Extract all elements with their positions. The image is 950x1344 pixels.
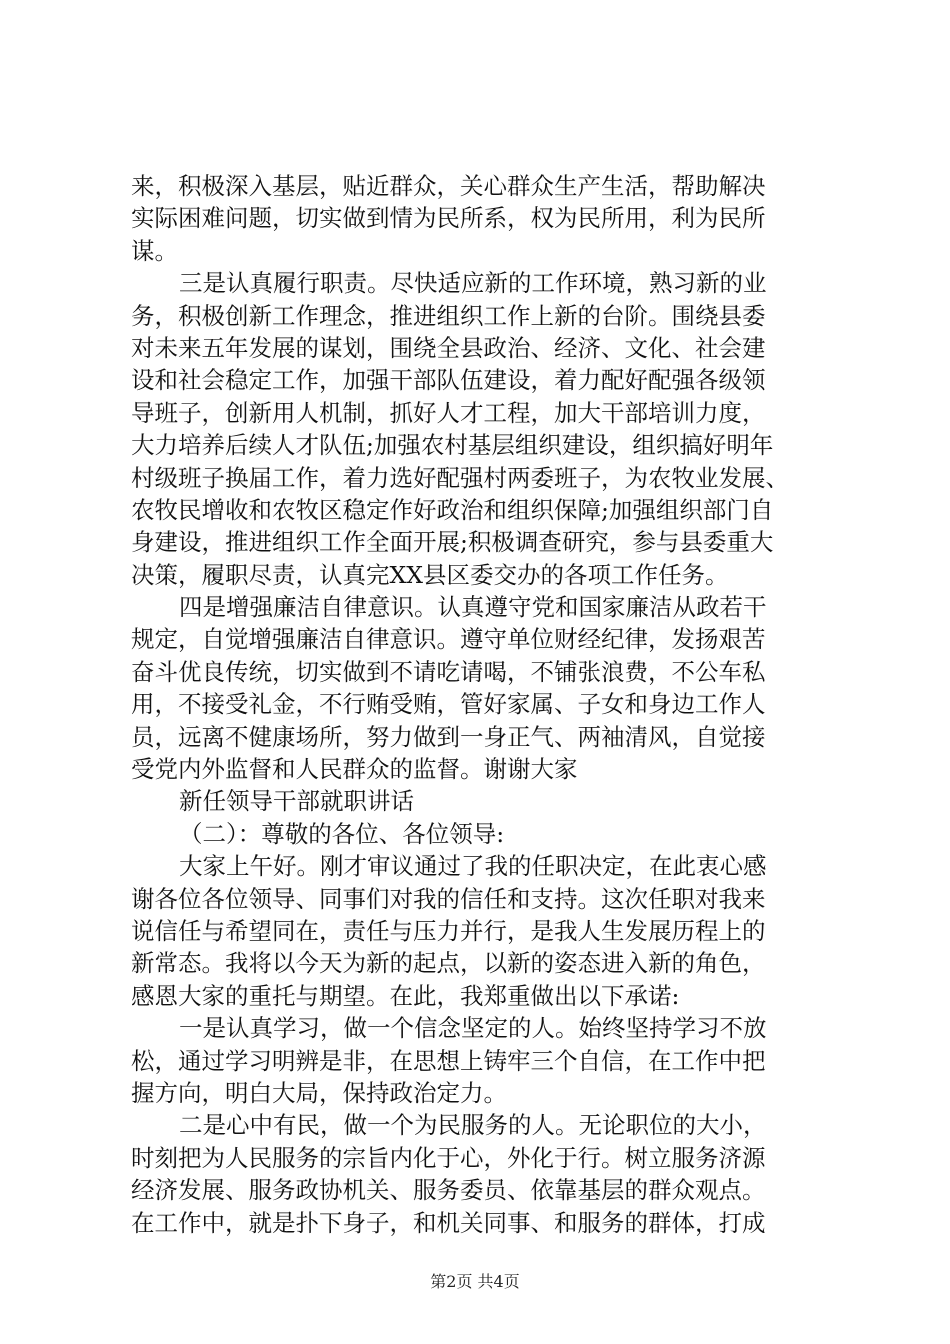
text-line: 务，积极创新工作理念，推进组织工作上新的台阶。围绕县委 — [131, 301, 766, 330]
text-line: 对未来五年发展的谋划，围绕全县政治、经济、文化、社会建 — [131, 333, 766, 362]
text-line: 四是增强廉洁自律意识。认真遵守党和国家廉洁从政若干 — [179, 593, 767, 622]
text-line: 受党内外监督和人民群众的监督。谢谢大家 — [131, 755, 578, 784]
text-line: 导班子，创新用人机制，抓好人才工程，加大干部培训力度， — [131, 398, 766, 427]
text-line: 三是认真履行职责。尽快适应新的工作环境，熟习新的业 — [179, 269, 767, 298]
text-line: 实际困难问题，切实做到情为民所系，权为民所用，利为民所 — [131, 204, 766, 233]
text-line: 经济发展、服务政协机关、服务委员、依靠基层的群众观点。 — [131, 1176, 766, 1205]
text-line: 用，不接受礼金，不行贿受贿，管好家属、子女和身边工作人 — [131, 690, 766, 719]
text-line: 二是心中有民，做一个为民服务的人。无论职位的大小， — [179, 1111, 767, 1140]
text-line: 奋斗优良传统，切实做到不请吃请喝，不铺张浪费，不公车私 — [131, 657, 766, 686]
text-line: 在工作中，就是扑下身子，和机关同事、和服务的群体，打成 — [131, 1208, 766, 1237]
text-line: 大家上午好。刚才审议通过了我的任职决定，在此衷心感 — [179, 852, 767, 881]
text-line: 决策，履职尽责，认真完XX县区委交办的各项工作任务。 — [131, 560, 729, 589]
text-line: 松，通过学习明辨是非，在思想上铸牢三个自信，在工作中把 — [131, 1046, 766, 1075]
text-line: 来，积极深入基层，贴近群众，关心群众生产生活，帮助解决 — [131, 172, 766, 200]
text-line: 握方向，明白大局，保持政治定力。 — [131, 1078, 507, 1107]
text-line: 农牧民增收和农牧区稳定作好政治和组织保障;加强组织部门自 — [131, 495, 774, 524]
text-line: 规定，自觉增强廉洁自律意识。遵守单位财经纪律，发扬艰苦 — [131, 625, 766, 654]
text-line: 谢各位各位领导、同事们对我的信任和支持。这次任职对我来 — [131, 884, 766, 913]
text-line: 村级班子换届工作，着力选好配强村两委班子，为农牧业发展、 — [131, 463, 789, 492]
text-line: 员，远离不健康场所，努力做到一身正气、两袖清风，自觉接 — [131, 722, 766, 751]
text-line: 新常态。我将以今天为新的起点，以新的姿态进入新的角色， — [131, 949, 766, 978]
text-line: （二）：尊敬的各位、各位领导: — [179, 819, 505, 848]
text-line: 说信任与希望同在，责任与压力并行，是我人生发展历程上的 — [131, 916, 766, 945]
text-line: 设和社会稳定工作，加强干部队伍建设，着力配好配强各级领 — [131, 366, 766, 395]
document-body — [131, 170, 831, 1239]
text-line: 身建设，推进组织工作全面开展;积极调查研究，参与县委重大 — [131, 528, 774, 557]
text-line: 感恩大家的重托与期望。在此，我郑重做出以下承诺: — [131, 981, 680, 1010]
text-line: 新任领导干部就职讲话 — [179, 787, 414, 816]
text-line: 一是认真学习，做一个信念坚定的人。始终坚持学习不放 — [179, 1014, 767, 1043]
text-line: 大力培养后续人才队伍;加强农村基层组织建设，组织搞好明年 — [131, 431, 774, 460]
text-line: 时刻把为人民服务的宗旨内化于心，外化于行。树立服务济源 — [131, 1143, 766, 1172]
page-footer: 第2页 共4页 — [430, 1272, 520, 1291]
text-line: 谋。 — [131, 236, 178, 265]
